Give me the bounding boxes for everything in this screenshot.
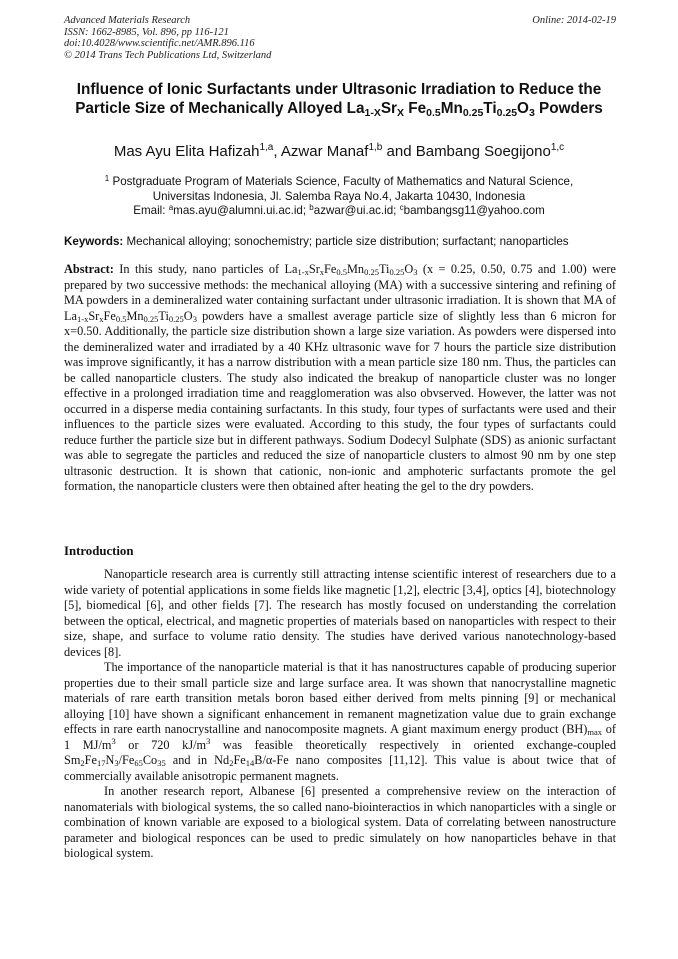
email-line: Email: $^a$mas.ayu@alumni.ui.ac.id; $^b$azwar@ui.ac.id; $^c$bambangsg11@yahoo.com <box>133 203 545 218</box>
abstract: Abstract: In this study, nano particles of $La_{1-x}Sr_xFe_{0.5}Mn_{0.25}Ti_{0.25}O_3$ (x = 0.25, 0.50, 0.75 and 1.00) were prepared by two successive methods: the mechanical alloying (MA) with a successive sintering and refining of MA powders in a demineralized water containing surfactant under ultrasonic irradiation. It is shown that MA of $La_{1-x}Sr_xFe_{0.5}Mn_{0.25}Ti_{0.25}O_3$ powders have a smallest average particle size of slightly less than 6 micron for x=0.50. Additionally, the particle size distribution shown a large size variation. As powders were dispersed into the demineralized water and irradiated by a 40 KHz ultrasonic wave for 7 hours the particle size distribution was improve significantly, it has a narrow distribution with a mean particle size 180 nm. Thus, the particles can be called nanoparticle clusters. The study also indicated the breakup of nanoparticle cluster was no longer effective in a prolonged irradiation time and reagglomeration was also obvserved. However, the latter was not occurred in a disperse media containing surfactants. In this study, four types of surfactants were used and their influences to the particle sizes were evaluated. According to this study, the four types of surfactants could reduce further the particle size but in different pathways. Sodium Dodecyl Sulphate (SDS) as anionic surfactant was able to segregate the particles and reduced the size of nanoparticle clusters to almost 90 nm by one step ultrasonic destruction. It is shown that cationic, non-ionic and amphoteric surfactants promote the gel formation, the nanoparticle clusters were then obtained after heating the gel to the dry powders. <box>64 262 616 493</box>
author-name: Bambang Soegijono <box>415 143 551 160</box>
affiliation-line-2: Universitas Indonesia, Jl. Salemba Raya No.4, Jakarta 10430, Indonesia <box>152 189 526 203</box>
journal-name: Advanced Materials Research <box>64 15 191 26</box>
abstract-label: Abstract: <box>64 262 114 276</box>
paragraph: The importance of the nanoparticle material is that it has nanostructures capable of producing superior properties due to their small particle size and large surface area. It was shown that nanocrystalline magnetic materials of rare earth transition metals boron based either derived from melts pinning [9] or mechanical alloying [10] have shown a significant enhancement in remanent magnetization value due to grain exchange effects in rare earth nanocrystalline and nanocomposite magnets. A giant maximum energy product $(BH)_{max}$ of 1 $MJ/m^3$ or 720 $kJ/m^3$ was feasible theoretically respectively in oriented exchange-coupled $Sm_2Fe_{17}N_3/Fe_{65}Co_{35}$ and in $Nd_2Fe_{14}B/\alpha-Fe$ nano composites [11,12]. This value is about twice that of commercially available anisotropic permanent magnets. <box>64 660 617 783</box>
keywords <box>64 235 616 249</box>
affiliation <box>60 175 618 219</box>
journal-header <box>64 15 616 61</box>
section-heading-introduction: Introduction <box>64 544 134 558</box>
author-list: Mas Ayu Elita Hafizah$^{1,a}$, Azwar Manaf$^{1,b}$ and Bambang Soegijono$^{1,c}$ <box>113 142 565 160</box>
issn-line: ISSN: 1662-8985, Vol. 896, pp 116-121 <box>64 26 229 38</box>
paper-title <box>40 80 638 118</box>
author-name: Mas Ayu Elita Hafizah <box>113 143 260 160</box>
doi-line: doi:10.4028/www.scientific.net/AMR.896.116 <box>64 38 255 49</box>
introduction-body <box>64 567 616 862</box>
online-date: Online: 2014-02-19 <box>532 15 616 26</box>
paragraph: Nanoparticle research area is currently still attracting intense scientific interest of researchers due to a wide variety of potential applications in some fields like magnetic [1,2], electric [3,4], optics [4], biotechnology [5], biomedical [6], and other fields [7]. The research has mostly focused on understanding the correlation between the optical, electrical, and magnetic properties of materials based on nanoparticles with respect to their size, shape, and surface to volume ratio density. The studies have derived various nanotechnology-based devices [8]. <box>64 567 616 659</box>
affiliation-line-1: $^1$ Postgraduate Program of Materials Science, Faculty of Mathematics and Natural Science, <box>104 174 574 188</box>
keywords-label: Keywords: <box>64 235 124 248</box>
paragraph: In another research report, Albanese [6] presented a comprehensive review on the interaction of nanomaterials with biological systems, the so called nano-biointeractios in which nanoparticles with a single or combination of known variable are exposed to a biological system. Data of correlating between nanostructure parameter and biological responces can be used to predic simulately on how nanoparticles behave in that biological system. <box>64 784 616 860</box>
title-line-1: Influence of Ionic Surfactants under Ultrasonic Irradiation to Reduce the <box>76 81 602 98</box>
keywords-text: Mechanical alloying; sonochemistry; particle size distribution; surfactant; nanoparticles <box>123 235 569 248</box>
title-line-2: Particle Size of Mechanically Alloyed $La_{1-X}Sr_X$ $Fe_{0.5}Mn_{0.25}Ti_{0.25}O_3$ Powders <box>75 100 603 119</box>
copyright-line: © 2014 Trans Tech Publications Ltd, Switzerland <box>64 49 272 61</box>
author-name: Azwar Manaf <box>280 143 369 160</box>
